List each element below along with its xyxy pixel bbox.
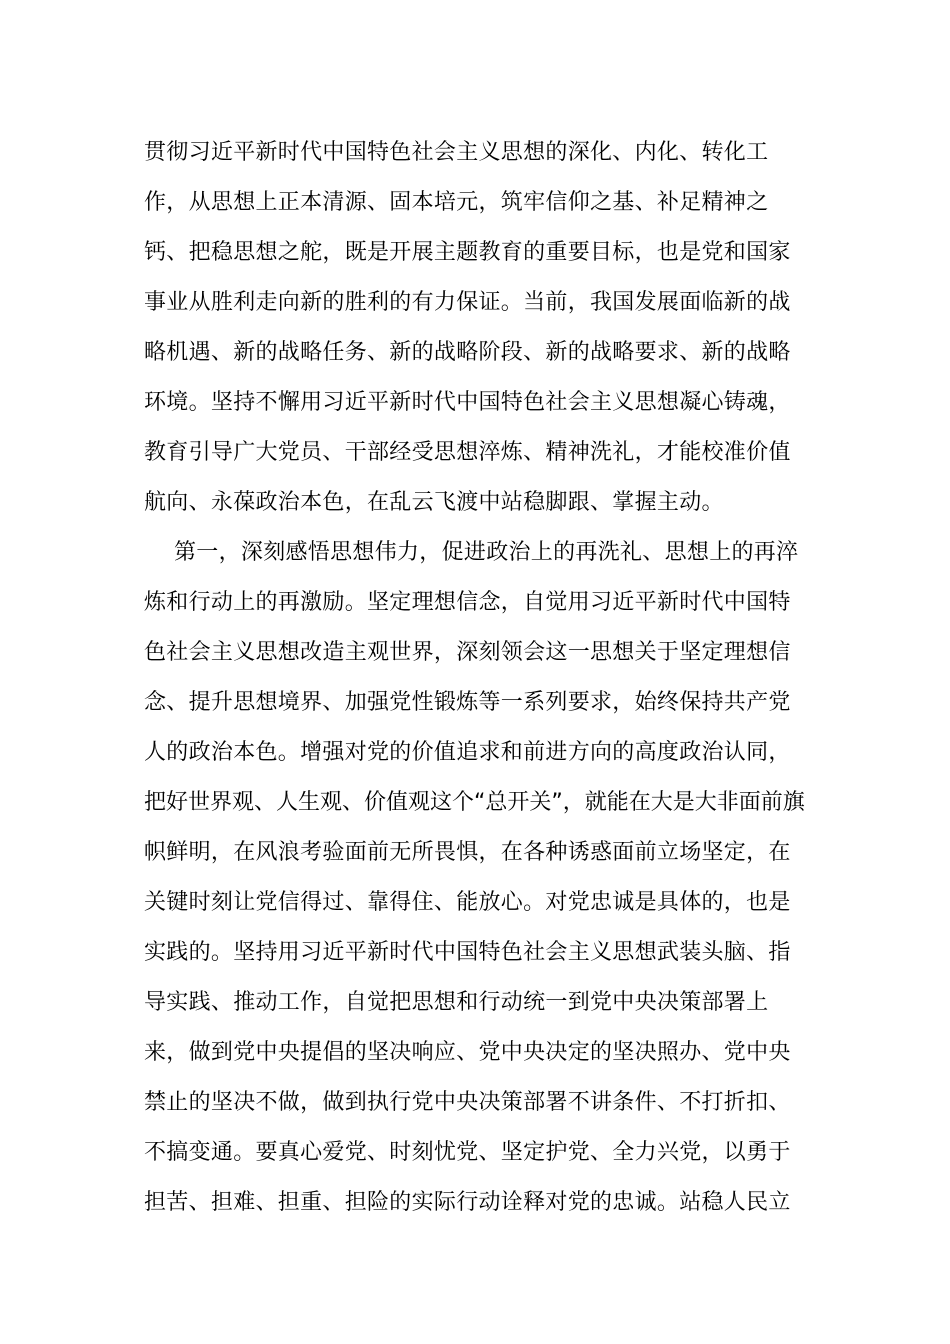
body-text xyxy=(144,128,816,1228)
text-line: 事业从胜利走向新的胜利的有力保证。当前，我国发展面临新的战 xyxy=(144,290,791,315)
text-line: 导实践、推动工作，自觉把思想和行动统一到党中央决策部署上 xyxy=(144,990,769,1015)
text-line: 色社会主义思想改造主观世界，深刻领会这一思想关于坚定理想信 xyxy=(144,640,791,665)
text-line: 教育引导广大党员、干部经受思想淬炼、精神洗礼，才能校准价值 xyxy=(144,440,791,465)
text-line: 帜鲜明，在风浪考验面前无所畏惧，在各种诱惑面前立场坚定，在 xyxy=(144,840,791,865)
text-line: 把好世界观、人生观、价值观这个“总开关”，就能在大是大非面前旗 xyxy=(144,790,805,815)
text-line: 作，从思想上正本清源、固本培元，筑牢信仰之基、补足精神之 xyxy=(144,190,769,215)
text-line: 航向、永葆政治本色，在乱云飞渡中站稳脚跟、掌握主动。 xyxy=(144,490,724,515)
text-line: 人的政治本色。增强对党的价值追求和前进方向的高度政治认同， xyxy=(144,740,791,765)
text-line: 担苦、担难、担重、担险的实际行动诠释对党的忠诚。站稳人民立 xyxy=(144,1190,791,1215)
paragraph-start-line: 第一，深刻感悟思想伟力，促进政治上的再洗礼、思想上的再淬 xyxy=(174,540,799,565)
text-line: 关键时刻让党信得过、靠得住、能放心。对党忠诚是具体的，也是 xyxy=(144,890,791,915)
text-line: 环境。坚持不懈用习近平新时代中国特色社会主义思想凝心铸魂， xyxy=(144,390,791,415)
text-line: 念、提升思想境界、加强党性锻炼等一系列要求，始终保持共产党 xyxy=(144,690,791,715)
text-line: 炼和行动上的再激励。坚定理想信念，自觉用习近平新时代中国特 xyxy=(144,590,791,615)
text-line: 禁止的坚决不做，做到执行党中央决策部署不讲条件、不打折扣、 xyxy=(144,1090,791,1115)
text-line: 钙、把稳思想之舵，既是开展主题教育的重要目标，也是党和国家 xyxy=(144,240,791,265)
text-line: 不搞变通。要真心爱党、时刻忧党、坚定护党、全力兴党，以勇于 xyxy=(144,1140,791,1165)
text-line: 略机遇、新的战略任务、新的战略阶段、新的战略要求、新的战略 xyxy=(144,340,791,365)
text-line: 实践的。坚持用习近平新时代中国特色社会主义思想武装头脑、指 xyxy=(144,940,791,965)
text-line: 来，做到党中央提倡的坚决响应、党中央决定的坚决照办、党中央 xyxy=(144,1040,791,1065)
text-line: 贯彻习近平新时代中国特色社会主义思想的深化、内化、转化工 xyxy=(144,140,769,165)
